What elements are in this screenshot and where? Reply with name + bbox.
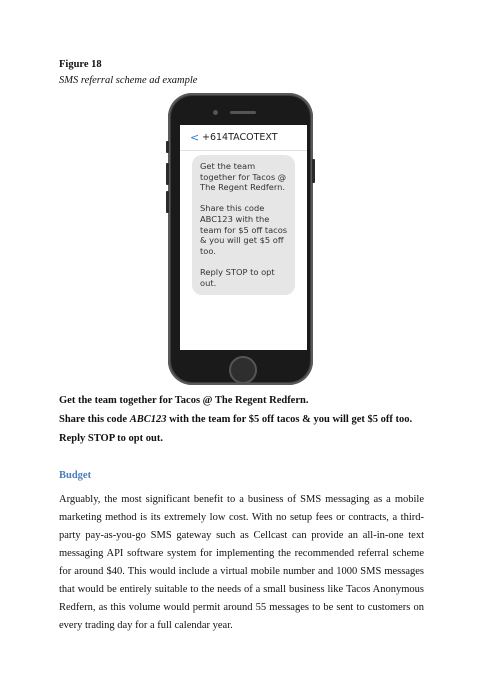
budget-paragraph: Arguably, the most significant benefit to a business of SMS messaging as a mobile marketing method is its extremely low cost. With no setup fees or contracts, a third-party pay-as-you-go SMS gateway such as Cellcast can provide an all-in-one text messaging API software system for implementing the recommended referral scheme for around $40. This would include a virtual mobile number and 1000 SMS messages that would be entirely suitable to the needs of a small business like Tacos Anonymous Redfern, as this volume would permit around 55 messages to be sent to customers on every trading day for a full calendar year.: [59, 494, 424, 631]
phone-bezel: [171, 96, 310, 382]
phone-illustration: [168, 93, 313, 385]
volume-up-button: [166, 163, 169, 185]
earpiece-speaker: [230, 111, 256, 114]
sms-message-paragraph: Get the team together for Tacos @ The Regent Redfern.: [200, 161, 287, 193]
sms-message-bubble: [192, 155, 295, 295]
camera-icon: [213, 110, 218, 115]
figure-caption: SMS referral scheme ad example: [59, 75, 198, 86]
figure-label: Figure 18: [59, 59, 102, 70]
ad-text-line-1: Get the team together for Tacos @ The Regent Redfern.: [59, 395, 309, 406]
ad-text-line-2-end: with the team for $5 off tacos & you will get $5 off too.: [166, 414, 413, 425]
referral-code: ABC123: [129, 414, 167, 425]
ad-text-line-2: [59, 414, 412, 425]
budget-heading: Budget: [59, 470, 92, 481]
power-button: [312, 159, 315, 183]
volume-down-button: [166, 191, 169, 213]
ad-text-line-2-start: Share this code: [59, 414, 130, 425]
sms-message-paragraph: Share this code ABC123 with the team for $5 off tacos & you will get $5 off too.: [200, 203, 288, 256]
back-chevron-icon[interactable]: <: [190, 131, 200, 144]
phone-screen: [180, 125, 307, 350]
sms-header: [180, 125, 307, 151]
home-button: [229, 356, 257, 384]
ad-text-line-3: Reply STOP to opt out.: [59, 433, 163, 444]
mute-switch: [166, 141, 169, 153]
sms-contact-number: +614TACOTEXT: [202, 132, 278, 143]
sms-message-paragraph: Reply STOP to opt out.: [200, 266, 275, 288]
